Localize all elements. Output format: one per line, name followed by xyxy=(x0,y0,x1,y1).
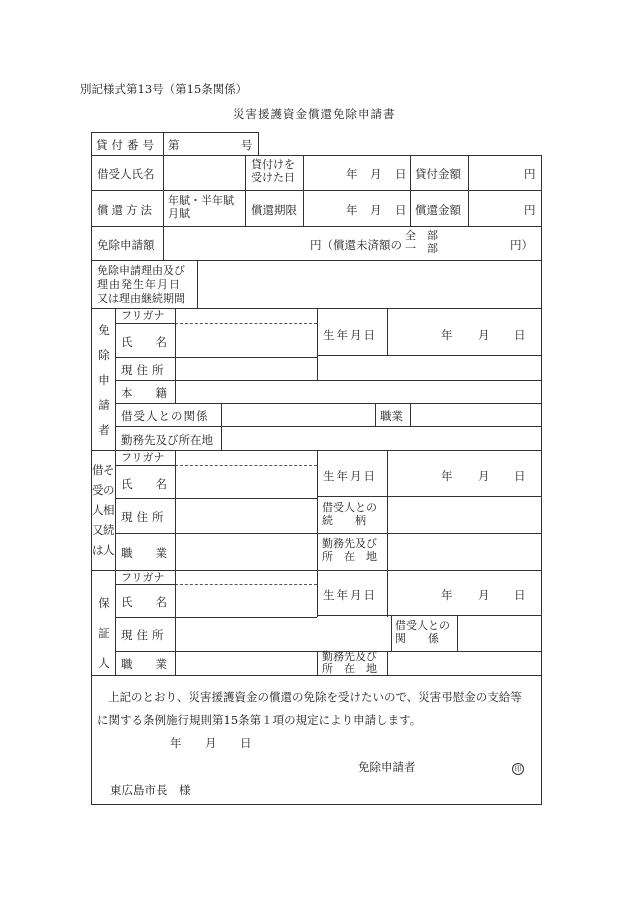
repay-method-label: 償還方法 xyxy=(97,203,155,217)
loan-date-day: 日 xyxy=(395,167,407,181)
applicant-name-label: 氏 名 xyxy=(121,335,167,349)
loan-amount-yen: 円 xyxy=(524,167,536,181)
applicant-occupation-label: 職業 xyxy=(380,409,403,423)
exemption-all: 全 部 xyxy=(405,229,438,242)
loan-date-label-1: 貸付けを xyxy=(251,158,295,171)
heir-birth-day: 日 xyxy=(514,469,526,483)
heir-furigana: フリガナ xyxy=(121,451,165,464)
heir-workplace-label-2: 所 在 地 xyxy=(322,550,377,563)
statement-applicant-label: 免除申請者 xyxy=(358,760,416,774)
repaid-amount-label: 償還金額 xyxy=(415,203,461,217)
repaid-amount-yen: 円 xyxy=(524,203,536,217)
heir-relation-label-2: 続 柄 xyxy=(322,514,366,527)
addressee: 東広島市長 様 xyxy=(110,783,191,797)
form-number: 別記様式第13号（第15条関係） xyxy=(80,82,248,96)
applicant-birthdate-label: 生年月日 xyxy=(323,328,377,342)
loan-number-suffix: 号 xyxy=(241,138,253,152)
exemption-amount-label: 免除申請額 xyxy=(97,238,155,252)
applicant-relation-label: 借受人との関係 xyxy=(121,409,209,423)
statement-month: 月 xyxy=(205,736,217,750)
seal-icon: 印 xyxy=(512,763,524,775)
heir-relation-label-1: 借受人との xyxy=(322,501,377,514)
seal-mark xyxy=(512,760,524,775)
heir-name-label: 氏 名 xyxy=(121,477,167,491)
applicant-birth-month: 月 xyxy=(478,328,490,342)
loan-date-label-2: 受けた日 xyxy=(251,171,295,184)
guarantor-birthdate-label: 生年月日 xyxy=(323,588,377,602)
heir-birth-year: 年 xyxy=(441,469,453,483)
guarantor-relation-label-1: 借受人との xyxy=(395,619,450,632)
statement-line-1: 上記のとおり、災害援護資金の償還の免除を受けたいので、災害弔慰金の支給等 xyxy=(108,690,522,704)
exemption-amount-text: 円（償還未済額の xyxy=(310,238,402,252)
repay-deadline-day: 日 xyxy=(395,203,407,217)
applicant-domicile-label: 本 籍 xyxy=(121,386,167,400)
heir-address-label: 現住所 xyxy=(121,510,168,524)
guarantor-furigana: フリガナ xyxy=(121,571,165,584)
exemption-closing: 円） xyxy=(510,238,533,252)
loan-date-month: 月 xyxy=(370,167,382,181)
heir-label-col-1: 借受人又は xyxy=(92,463,104,557)
heir-occupation-label: 職 業 xyxy=(121,546,167,560)
loan-number-prefix: 第 xyxy=(168,138,180,152)
applicant-birth-day: 日 xyxy=(514,328,526,342)
guarantor-name-label: 氏 名 xyxy=(121,595,167,609)
guarantor-address-label: 現住所 xyxy=(121,628,168,642)
guarantor-section-label: 保証人 xyxy=(98,596,110,670)
applicant-birth-year: 年 xyxy=(441,328,453,342)
repay-deadline-month: 月 xyxy=(370,203,382,217)
heir-section-label xyxy=(92,460,115,560)
repay-method-option-1: 年賦・半年賦 xyxy=(168,194,234,207)
heir-label-col-2: その相続人 xyxy=(103,463,115,557)
statement-year: 年 xyxy=(170,736,182,750)
statement-day: 日 xyxy=(240,736,252,750)
heir-workplace-label-1: 勤務先及び xyxy=(322,537,377,550)
loan-number-label: 貸付番号 xyxy=(96,138,158,152)
guarantor-relation-label-2: 関 係 xyxy=(395,632,439,645)
guarantor-birth-year: 年 xyxy=(441,588,453,602)
loan-date-year: 年 xyxy=(346,167,358,181)
reason-line-2: 理由発生年月日 xyxy=(97,278,181,291)
borrower-name-label: 借受人氏名 xyxy=(97,167,155,181)
heir-birth-month: 月 xyxy=(478,469,490,483)
guarantor-workplace-label-1: 勤務先及び xyxy=(322,650,377,663)
guarantor-birth-day: 日 xyxy=(514,588,526,602)
guarantor-occupation-label: 職 業 xyxy=(121,657,167,671)
applicant-workplace-label: 勤務先及び所在地 xyxy=(121,433,213,447)
repay-deadline-label: 償還期限 xyxy=(251,203,297,217)
applicant-address-label: 現住所 xyxy=(121,363,168,377)
repay-method-option-2: 月賦 xyxy=(168,207,190,220)
heir-birthdate-label: 生年月日 xyxy=(323,469,377,483)
form-title: 災害援護資金償還免除申請書 xyxy=(233,107,396,121)
reason-line-3: 又は理由継続期間 xyxy=(97,292,185,305)
reason-line-1: 免除申請理由及び xyxy=(97,264,185,277)
statement-line-2: に関する条例施行規則第15条第１項の規定により申請します。 xyxy=(97,713,422,727)
guarantor-workplace-label-2: 所 在 地 xyxy=(322,662,377,675)
applicant-section-label: 免除申請者 xyxy=(98,323,110,437)
exemption-part: 一 部 xyxy=(405,242,438,255)
guarantor-birth-month: 月 xyxy=(478,588,490,602)
loan-amount-label: 貸付金額 xyxy=(415,167,461,181)
repay-deadline-year: 年 xyxy=(346,203,358,217)
applicant-furigana: フリガナ xyxy=(121,309,165,322)
